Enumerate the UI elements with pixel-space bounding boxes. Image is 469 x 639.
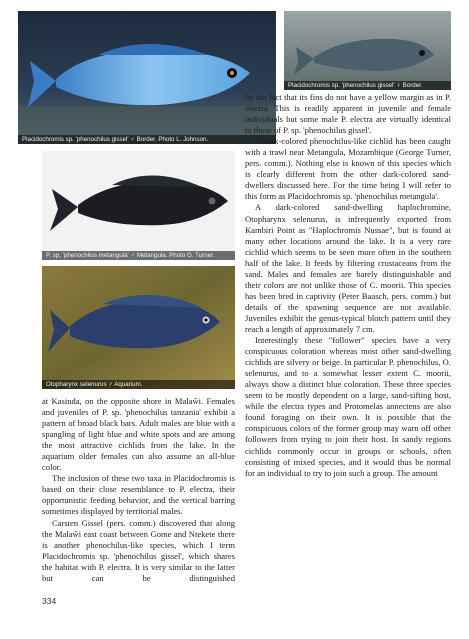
photo-phenochilus-gissel-male <box>18 11 276 144</box>
left-text-column <box>42 396 235 584</box>
photo-phenochilus-metangula <box>42 151 235 260</box>
figure-caption: Placidochromis sp. 'phenochilus gissel' ♀ Border. <box>284 81 451 90</box>
photo-phenochilus-gissel-female <box>284 11 451 90</box>
figure-caption: Placidochromis sp. 'phenochilus gissel' ♂ Border. Photo L. Johnson. <box>18 135 276 144</box>
paragraph: Interestingly these "follower" species have a very conspicuous coloration whereas most other sand-dwelling cichlids are silvery or beige. In particular P. phenochilus, O. selenurus, and to a somewhat lesser extent C. moorii, always show a distinct blue coloration. These three species seem to be mostly dependent on a large, sand-sifting host, while the electra types and Protomelas annectens are also found foraging on their own. It is possible that the conspicuous colors of the former group may warn off other followers from trying to join their host. In sandy regions cichlids commonly occur in groups or schools, often consisting of mixed species, and it would thus be normal for an individual to try to join such a group. The amount <box>245 335 451 478</box>
paragraph: A dark-colored sand-dwelling haplochromine, Otopharynx selenurus, is infrequently exported from Kambiri Point as "Haplochromis Nussae", but is found at many other locations around the lake. It is a very rare cichlid which seems to be seen more often in the southern half of the lake. It feeds by filtering crustaceans from the sand. Males and females are barely distinguishable and their colors are not unlike those of C. moorii. This species has been bred in captivity (Peter Baasch, pers. comm.) but details of the spawning sequence are not available. Juveniles exhibit the genus-typical blotch pattern until they reach a length of approximately 7 cm. <box>245 202 451 334</box>
paragraph: The inclusion of these two taxa in Placidochromis is based on their close resemblance to P. electra, their opportunistic feeding behavior, and the vertical barring sometimes displayed by territorial males. <box>42 473 235 517</box>
fish-photo-image <box>42 151 235 260</box>
fish-photo-image <box>284 11 451 90</box>
fish-photo-image <box>42 266 235 389</box>
figure-caption: P. sp. 'phenochilus metangula' ♂ Metangula. Photo G. Turner. <box>42 251 235 260</box>
fish-photo-image <box>18 11 276 144</box>
paragraph: A dark-colored phenochilus-like cichlid has been caught with a trawl near Metangula, Mozambique (George Turner, pers. comm.). Nothing else is known of this species which is clearly different from the other dark-colored sand-dwellers discussed here. For the time being I will refer to this form as Placidochromis sp. 'phenochilus metangula'. <box>245 136 451 202</box>
paragraph: Carsten Gissel (pers. comm.) discovered that along the Malaŵi east coast between Gome and Ntekete there is another phenochilus-like species, which I term Placidochromis sp. 'phenochilus gissel', which shares the habitat with P. electra. It is very similar to the latter but can be distinguished <box>42 517 235 583</box>
paragraph: at Kasinda, on the opposite shore in Malaŵi. Females and juveniles of P. sp. 'phenochilus tanzania' exhibit a pattern of broad black bars. Adult males are blue with a spangling of light blue and white spots and are among the most attractive cichlids from the lake. In the aquarium older females can also assume an all-blue color. <box>42 396 235 473</box>
figure-caption: Otopharynx selenurus ♂ Aquarium. <box>42 380 235 389</box>
right-text-column <box>245 92 451 479</box>
page-number: 334 <box>42 596 57 606</box>
paragraph: by the fact that its fins do not have a yellow margin as in P. electra. This is readily apparent in juvenile and female individuals but some male P. electra are virtually identical to those of P. sp. 'phenochilus gissel'. <box>245 92 451 136</box>
photo-otopharynx-selenurus <box>42 266 235 389</box>
